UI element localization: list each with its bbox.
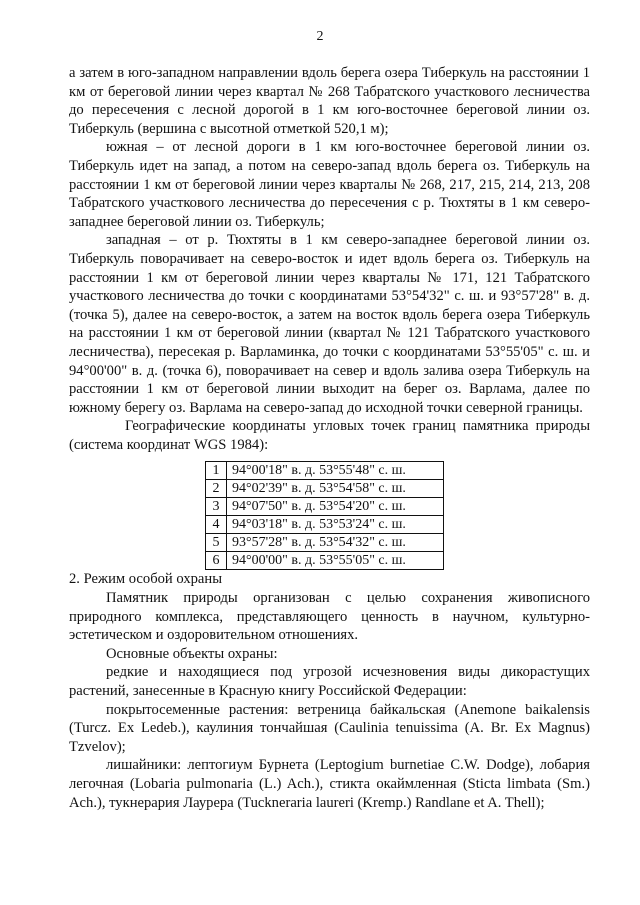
table-row	[206, 516, 444, 534]
point-coordinates: 94°00'18" в. д. 53°55'48" с. ш.	[227, 462, 444, 480]
point-number: 6	[206, 552, 227, 570]
point-coordinates: 94°03'18" в. д. 53°53'24" с. ш.	[227, 516, 444, 534]
paragraph-angiosperms: покрытосеменные растения: ветреница байкальская (Anemone baikalensis (Turcz. Ex Ledeb.), каулиния тончайшая (Caulinia tenuissima (A. Br. Ex Magnus) Tzvelov);	[69, 701, 590, 755]
table-row	[206, 534, 444, 552]
point-number: 2	[206, 480, 227, 498]
point-number: 1	[206, 462, 227, 480]
table-row	[206, 480, 444, 498]
point-number: 4	[206, 516, 227, 534]
point-coordinates: 94°07'50" в. д. 53°54'20" с. ш.	[227, 498, 444, 516]
section-heading: 2. Режим особой охраны	[69, 571, 223, 588]
point-number: 3	[206, 498, 227, 516]
table-row	[206, 498, 444, 516]
paragraph-lichens: лишайники: лептогиум Бурнета (Leptogium burnetiae C.W. Dodge), лобария легочная (Lobaria pulmonaria (L.) Ach.), стикта окаймленная (Sticta limbata (Sm.) Ach.), тукнерария Лаурера (Tuckneraria laureri (Kremp.) Randlane et A. Thell);	[69, 757, 590, 811]
point-number: 5	[206, 534, 227, 552]
paragraph-purpose: Памятник природы организован с целью сохранения живописного природного комплекса, представляющего ценность в научном, культурно-эстетическом и оздоровительном отношениях.	[69, 590, 590, 644]
point-coordinates: 94°00'00" в. д. 53°55'05" с. ш.	[227, 552, 444, 570]
coordinates-intro: Географические координаты угловых точек границ памятника природы (система координат WGS 1984):	[69, 418, 590, 453]
paragraph-north-boundary-end: а затем в юго-западном направлении вдоль берега озера Тиберкуль на расстоянии 1 км от береговой линии через квартал № 268 Табратского участкового лесничества до пересечения с лесной дорогой в 1 км юго-восточнее береговой линии оз. Тиберкуль (вершина с высотной отметкой 520,1 м);	[69, 65, 590, 137]
document-body	[69, 64, 590, 812]
paragraph-south-boundary: южная – от лесной дороги в 1 км юго-восточнее береговой линии оз. Тиберкуль идет на запад, а потом на северо-запад вдоль берега оз. Тиберкуль на расстоянии 1 км от береговой линии через кварталы № 268, 217, 215, 214, 213, 208 Табратского участкового лесничества до пересечения с р. Тюхтяты в 1 км северо-западнее береговой линии оз. Тиберкуль;	[69, 139, 590, 230]
table-row	[206, 552, 444, 570]
paragraph-west-boundary: западная – от р. Тюхтяты в 1 км северо-западнее береговой линии оз. Тиберкуль поворачивает на северо-восток и идет вдоль берега оз. Тиберкуль на расстоянии 1 км от береговой линии через кварталы № 171, 121 Табратского участкового лесничества до точки с координатами 53°54'32" с. ш. и 93°57'28" в. д. (точка 5), далее на северо-восток, а затем на восток вдоль берега озера Тиберкуль на расстоянии 1 км от береговой линии (квартал № 121 Табратского участкового лесничества), пересекая р. Варламинка, до точки с координатами 53°55'05" с. ш. и 94°00'00" в. д. (точка 6), поворачивает на север и вдоль залива озера Тиберкуль на расстоянии 1 км от береговой линии выходит на берег оз. Варлама, далее по южному берегу оз. Варлама на северо-запад до исходной точки северной границы.	[69, 232, 590, 416]
table-row	[206, 462, 444, 480]
paragraph-rare-species: редкие и находящиеся под угрозой исчезновения виды дикорастущих растений, занесенные в Красную книгу Российской Федерации:	[69, 664, 590, 700]
paragraph-objects-title: Основные объекты охраны:	[106, 645, 278, 662]
point-coordinates: 93°57'28" в. д. 53°54'32" с. ш.	[227, 534, 444, 552]
coordinates-table	[205, 461, 444, 570]
page-number: 2	[316, 29, 324, 44]
point-coordinates: 94°02'39" в. д. 53°54'58" с. ш.	[227, 480, 444, 498]
